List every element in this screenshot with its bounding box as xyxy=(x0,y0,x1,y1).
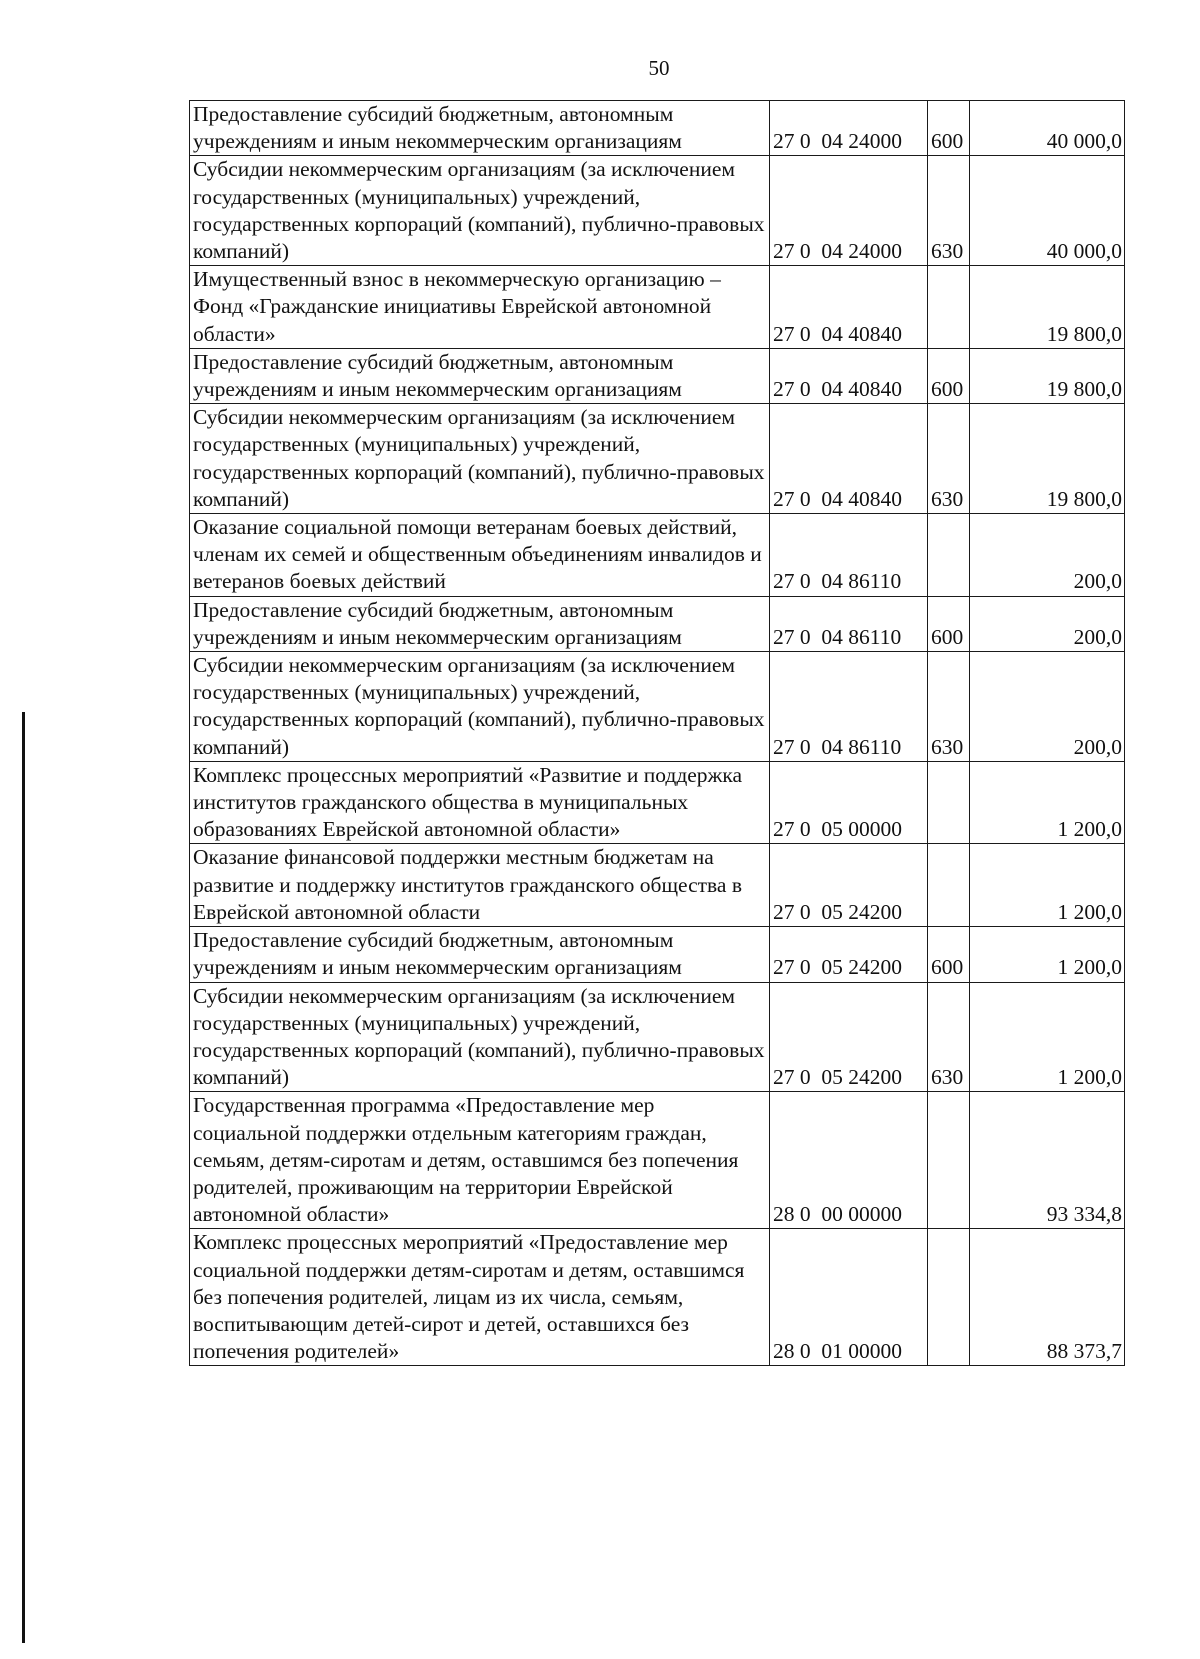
row-sum-cell: 19 800,0 xyxy=(970,404,1125,514)
row-name-cell: Государственная программа «Предоставление мер социальной поддержки отдельным категориям граждан, семьям, детям-сиротам и детям, оставшимся без попечения родителей, проживающим на территории Еврейской автономной области» xyxy=(190,1092,770,1229)
table-row xyxy=(190,266,1125,349)
row-code-cell: 27 0 05 24200 xyxy=(770,927,928,982)
row-vr-cell: 630 xyxy=(928,652,970,762)
row-sum-cell: 88 373,7 xyxy=(970,1229,1125,1366)
row-vr-cell: 630 xyxy=(928,404,970,514)
table-row xyxy=(190,156,1125,266)
row-name-cell: Предоставление субсидий бюджетным, автономным учреждениям и иным некоммерческим организациям xyxy=(190,596,770,651)
table-row xyxy=(190,1229,1125,1366)
row-code-cell: 27 0 04 40840 xyxy=(770,266,928,349)
table-row xyxy=(190,652,1125,762)
row-name-cell: Субсидии некоммерческим организациям (за исключением государственных (муниципальных) учреждений, государственных корпораций (компаний), публично-правовых компаний) xyxy=(190,156,770,266)
row-vr-cell: 600 xyxy=(928,596,970,651)
row-code-cell: 27 0 05 24200 xyxy=(770,982,928,1092)
row-name-cell: Комплекс процессных мероприятий «Предоставление мер социальной поддержки детям-сиротам и детям, оставшимся без попечения родителей, лицам из их числа, семьям, воспитывающим детей-сирот и детей, оставшихся без попечения родителей» xyxy=(190,1229,770,1366)
row-code-cell: 27 0 04 40840 xyxy=(770,348,928,403)
row-vr-cell: 600 xyxy=(928,348,970,403)
table-row xyxy=(190,404,1125,514)
row-sum-cell: 200,0 xyxy=(970,596,1125,651)
row-name-cell: Субсидии некоммерческим организациям (за исключением государственных (муниципальных) учреждений, государственных корпораций (компаний), публично-правовых компаний) xyxy=(190,982,770,1092)
row-code-cell: 28 0 01 00000 xyxy=(770,1229,928,1366)
row-sum-cell: 1 200,0 xyxy=(970,927,1125,982)
row-code-cell: 27 0 05 24200 xyxy=(770,844,928,927)
table-row xyxy=(190,514,1125,597)
budget-table xyxy=(189,100,1125,1366)
row-sum-cell: 200,0 xyxy=(970,514,1125,597)
table-row xyxy=(190,844,1125,927)
row-code-cell: 27 0 04 40840 xyxy=(770,404,928,514)
row-name-cell: Предоставление субсидий бюджетным, автономным учреждениям и иным некоммерческим организациям xyxy=(190,927,770,982)
row-name-cell: Комплекс процессных мероприятий «Развитие и поддержка институтов гражданского общества в муниципальных образованиях Еврейской автономной области» xyxy=(190,761,770,844)
budget-table-body xyxy=(190,101,1125,1366)
row-name-cell: Предоставление субсидий бюджетным, автономным учреждениям и иным некоммерческим организациям xyxy=(190,348,770,403)
row-code-cell: 27 0 04 86110 xyxy=(770,596,928,651)
row-vr-cell: 630 xyxy=(928,156,970,266)
row-code-cell: 27 0 04 24000 xyxy=(770,156,928,266)
row-sum-cell: 1 200,0 xyxy=(970,982,1125,1092)
row-name-cell: Субсидии некоммерческим организациям (за исключением государственных (муниципальных) учреждений, государственных корпораций (компаний), публично-правовых компаний) xyxy=(190,404,770,514)
row-sum-cell: 40 000,0 xyxy=(970,101,1125,156)
row-vr-cell xyxy=(928,266,970,349)
row-vr-cell xyxy=(928,1229,970,1366)
row-code-cell: 27 0 04 86110 xyxy=(770,514,928,597)
table-row xyxy=(190,927,1125,982)
row-name-cell: Имущественный взнос в некоммерческую организацию – Фонд «Гражданские инициативы Еврейской автономной области» xyxy=(190,266,770,349)
page-number: 50 xyxy=(648,56,670,80)
row-vr-cell: 600 xyxy=(928,101,970,156)
table-row xyxy=(190,596,1125,651)
row-code-cell: 27 0 04 24000 xyxy=(770,101,928,156)
margin-line xyxy=(22,712,25,1643)
row-sum-cell: 93 334,8 xyxy=(970,1092,1125,1229)
row-sum-cell: 19 800,0 xyxy=(970,266,1125,349)
row-name-cell: Предоставление субсидий бюджетным, автономным учреждениям и иным некоммерческим организациям xyxy=(190,101,770,156)
row-name-cell: Оказание социальной помощи ветеранам боевых действий, членам их семей и общественным объединениям инвалидов и ветеранов боевых действий xyxy=(190,514,770,597)
row-name-cell: Оказание финансовой поддержки местным бюджетам на развитие и поддержку институтов гражданского общества в Еврейской автономной области xyxy=(190,844,770,927)
table-row xyxy=(190,1092,1125,1229)
row-code-cell: 27 0 05 00000 xyxy=(770,761,928,844)
row-vr-cell xyxy=(928,514,970,597)
row-name-cell: Субсидии некоммерческим организациям (за исключением государственных (муниципальных) учреждений, государственных корпораций (компаний), публично-правовых компаний) xyxy=(190,652,770,762)
table-row xyxy=(190,348,1125,403)
table-row xyxy=(190,101,1125,156)
row-sum-cell: 1 200,0 xyxy=(970,761,1125,844)
row-sum-cell: 40 000,0 xyxy=(970,156,1125,266)
table-row xyxy=(190,982,1125,1092)
row-sum-cell: 19 800,0 xyxy=(970,348,1125,403)
row-vr-cell xyxy=(928,1092,970,1229)
row-code-cell: 27 0 04 86110 xyxy=(770,652,928,762)
row-vr-cell xyxy=(928,761,970,844)
row-vr-cell: 630 xyxy=(928,982,970,1092)
row-vr-cell xyxy=(928,844,970,927)
row-vr-cell: 600 xyxy=(928,927,970,982)
table-row xyxy=(190,761,1125,844)
row-code-cell: 28 0 00 00000 xyxy=(770,1092,928,1229)
row-sum-cell: 1 200,0 xyxy=(970,844,1125,927)
row-sum-cell: 200,0 xyxy=(970,652,1125,762)
